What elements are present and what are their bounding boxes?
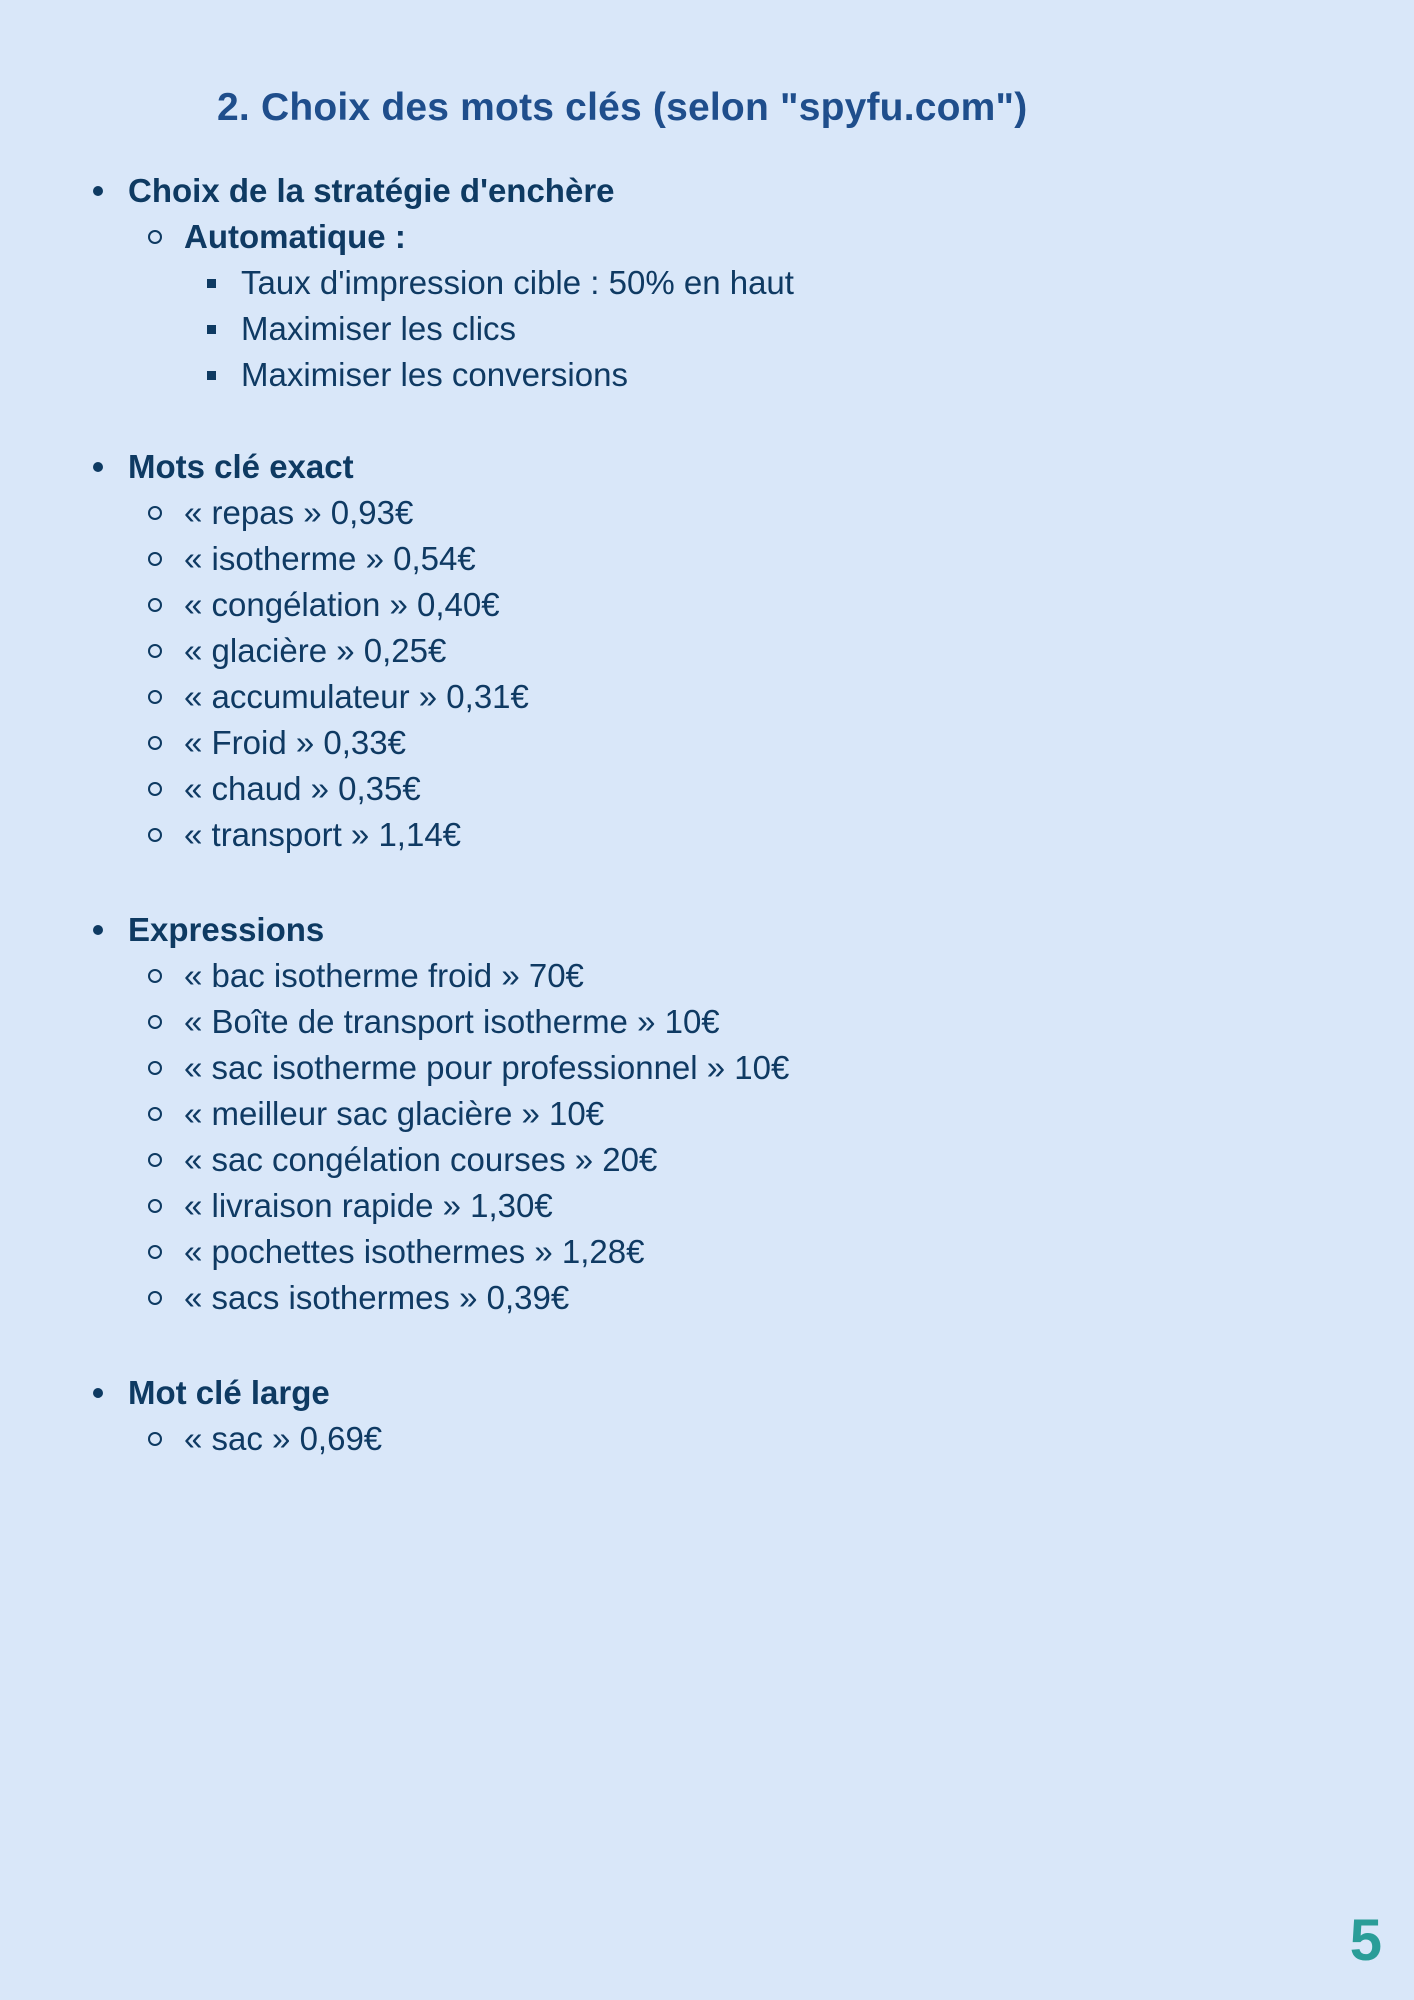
keyword-text: « sacs isothermes » 0,39€ (184, 1279, 570, 1316)
list-item (0, 766, 1414, 812)
list-item (0, 582, 1414, 628)
page-number: 5 (1349, 1908, 1382, 1973)
list-item (0, 812, 1414, 858)
list-item (0, 1229, 1414, 1275)
list-item (0, 1137, 1414, 1183)
circle-bullet-icon (148, 1291, 162, 1305)
disc-bullet-icon (93, 462, 103, 472)
circle-bullet-icon (148, 1245, 162, 1259)
circle-bullet-icon (148, 1061, 162, 1075)
page-title: 2. Choix des mots clés (selon "spyfu.com") (217, 86, 1028, 129)
list-item (0, 168, 1414, 214)
keyword-text: « Froid » 0,33€ (184, 724, 406, 761)
keyword-text: « repas » 0,93€ (184, 494, 414, 531)
list-item (0, 490, 1414, 536)
circle-bullet-icon (148, 1107, 162, 1121)
keyword-text: « congélation » 0,40€ (184, 586, 500, 623)
list-item (0, 953, 1414, 999)
keyword-text: « pochettes isothermes » 1,28€ (184, 1233, 645, 1270)
list-item (0, 1275, 1414, 1321)
sub-heading: Automatique : (184, 218, 406, 255)
circle-bullet-icon (148, 690, 162, 704)
keyword-text: « sac isotherme pour professionnel » 10€ (184, 1049, 790, 1086)
section-heading: Mot clé large (128, 1374, 330, 1411)
circle-bullet-icon (148, 1432, 162, 1446)
circle-bullet-icon (148, 598, 162, 612)
circle-bullet-icon (148, 828, 162, 842)
expressions-section (0, 907, 1414, 1321)
section-heading: Expressions (128, 911, 325, 948)
list-item (0, 1045, 1414, 1091)
keyword-text: « sac » 0,69€ (184, 1420, 383, 1457)
list-item-text: Maximiser les clics (241, 310, 517, 347)
keyword-text: « livraison rapide » 1,30€ (184, 1187, 553, 1224)
list-item (0, 674, 1414, 720)
square-bullet-icon (207, 325, 216, 334)
list-item-text: Maximiser les conversions (241, 356, 628, 393)
list-item (0, 1370, 1414, 1416)
strategy-section (0, 168, 1414, 398)
list-item (0, 1091, 1414, 1137)
disc-bullet-icon (93, 925, 103, 935)
list-item (0, 720, 1414, 766)
section-heading: Choix de la stratégie d'enchère (128, 172, 615, 209)
list-item (0, 352, 1414, 398)
keyword-text: « bac isotherme froid » 70€ (184, 957, 584, 994)
circle-bullet-icon (148, 782, 162, 796)
keyword-text: « meilleur sac glacière » 10€ (184, 1095, 605, 1132)
list-item-text: Taux d'impression cible : 50% en haut (241, 264, 794, 301)
list-item (0, 999, 1414, 1045)
disc-bullet-icon (93, 1388, 103, 1398)
section-heading: Mots clé exact (128, 448, 354, 485)
broad-keyword-section (0, 1370, 1414, 1462)
keyword-text: « chaud » 0,35€ (184, 770, 421, 807)
list-item (0, 907, 1414, 953)
circle-bullet-icon (148, 1153, 162, 1167)
circle-bullet-icon (148, 1199, 162, 1213)
list-item (0, 214, 1414, 260)
circle-bullet-icon (148, 552, 162, 566)
circle-bullet-icon (148, 506, 162, 520)
list-item (0, 306, 1414, 352)
list-item (0, 628, 1414, 674)
disc-bullet-icon (93, 186, 103, 196)
square-bullet-icon (207, 279, 216, 288)
circle-bullet-icon (148, 1015, 162, 1029)
keyword-text: « accumulateur » 0,31€ (184, 678, 529, 715)
keyword-text: « sac congélation courses » 20€ (184, 1141, 658, 1178)
square-bullet-icon (207, 371, 216, 380)
list-item (0, 444, 1414, 490)
circle-bullet-icon (148, 969, 162, 983)
keyword-text: « transport » 1,14€ (184, 816, 462, 853)
circle-bullet-icon (148, 644, 162, 658)
circle-bullet-icon (148, 736, 162, 750)
keyword-text: « Boîte de transport isotherme » 10€ (184, 1003, 720, 1040)
exact-keywords-section (0, 444, 1414, 858)
keyword-text: « glacière » 0,25€ (184, 632, 447, 669)
circle-bullet-icon (148, 230, 162, 244)
keyword-text: « isotherme » 0,54€ (184, 540, 476, 577)
list-item (0, 536, 1414, 582)
list-item (0, 260, 1414, 306)
list-item (0, 1183, 1414, 1229)
list-item (0, 1416, 1414, 1462)
